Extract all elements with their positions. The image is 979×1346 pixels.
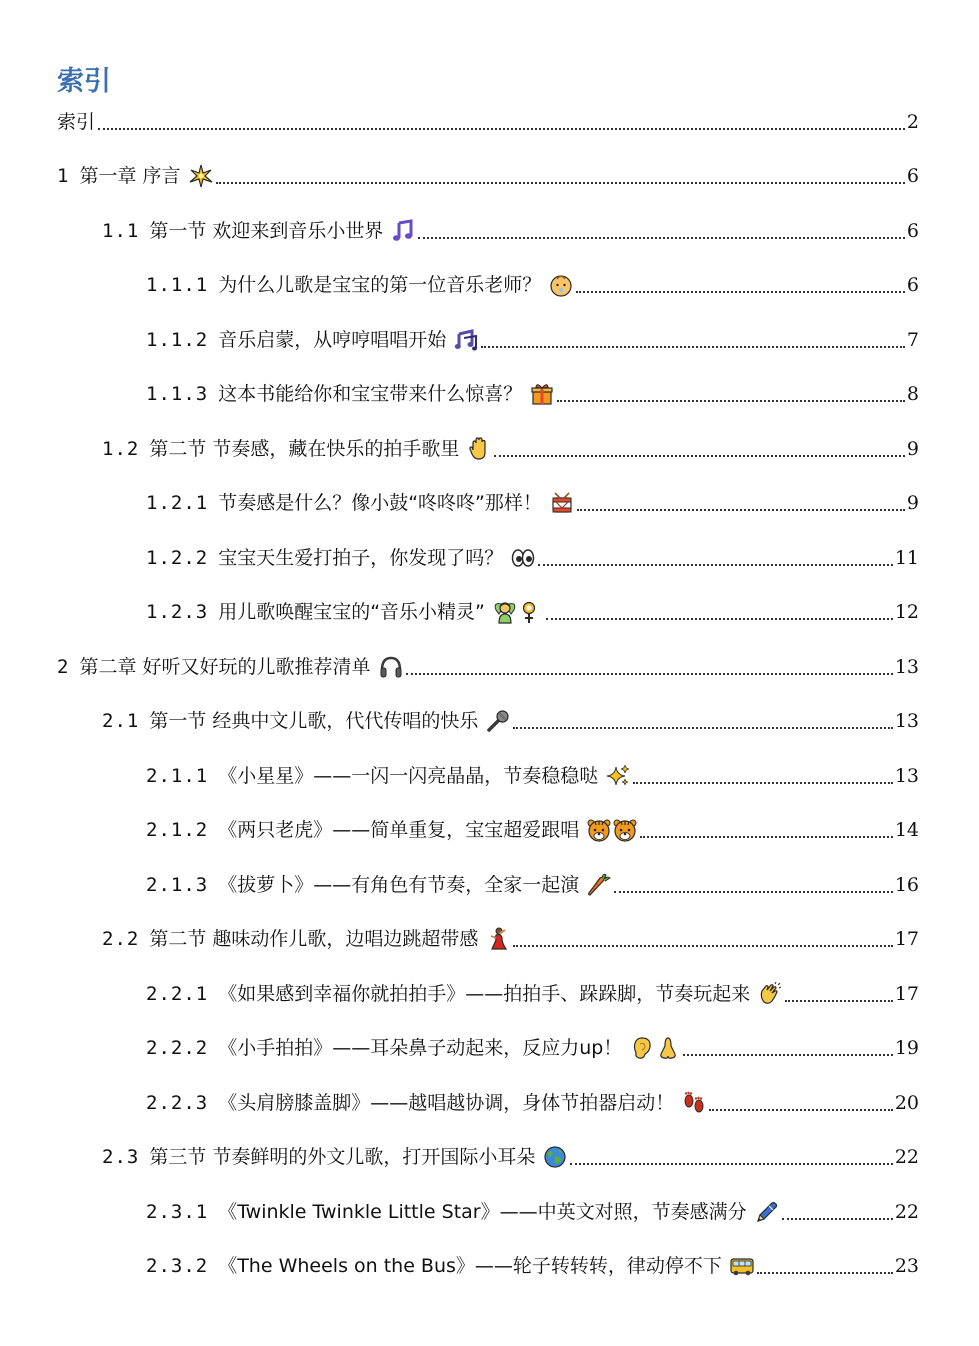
- toc-entry[interactable]: [102, 706, 919, 736]
- ear-nose-icon: [630, 1036, 680, 1060]
- toc-entry-page: 23: [894, 1255, 919, 1277]
- dot-leader: [216, 182, 905, 184]
- toc-entry[interactable]: [146, 815, 919, 845]
- toc-entry-number: 2.3.2: [146, 1255, 209, 1277]
- toc-entry-page: 7: [906, 329, 919, 351]
- toc-entry[interactable]: [102, 1142, 919, 1172]
- drum-icon: [550, 491, 574, 515]
- toc-entry-title: 《Twinkle Twinkle Little Star》——中英文对照，节奏感满分: [218, 1201, 747, 1223]
- toc-entry-number: 1.1.3: [146, 383, 209, 405]
- toc-entry-title: 用儿歌唤醒宝宝的“音乐小精灵”: [218, 601, 485, 623]
- dot-leader: [576, 291, 905, 293]
- toc-entry-number: 2: [57, 656, 70, 678]
- toc-entry[interactable]: [146, 325, 919, 355]
- dot-leader: [494, 455, 905, 457]
- dot-leader: [98, 128, 905, 130]
- toc-entry-page: 13: [894, 765, 919, 787]
- toc-entry-title: 《小星星》——一闪一闪亮晶晶，节奏稳稳哒: [218, 765, 599, 787]
- dot-leader: [481, 346, 905, 348]
- toc-entry-page: 22: [894, 1146, 919, 1168]
- footprints-icon: [682, 1091, 706, 1115]
- sparkle-star-icon: [189, 164, 213, 188]
- toc-entry[interactable]: [146, 1033, 919, 1063]
- toc-entry-page: 14: [894, 819, 919, 841]
- toc-entry-title: 音乐启蒙，从哼哼唱唱开始: [218, 329, 447, 351]
- toc-entry-number: 1.2.2: [146, 547, 209, 569]
- music-note-icon: [391, 219, 415, 243]
- crayon-icon: [755, 1200, 779, 1224]
- toc-entry-page: 6: [906, 220, 919, 242]
- toc-entry-page: 8: [906, 383, 919, 405]
- toc-entry[interactable]: [146, 1251, 919, 1281]
- toc-entry[interactable]: [146, 979, 919, 1009]
- tiger-faces-icon: [587, 818, 637, 842]
- fairy-icon: [493, 600, 543, 624]
- gift-icon: [530, 382, 554, 406]
- toc-entry[interactable]: [146, 597, 919, 627]
- toc-entry-page: 9: [906, 492, 919, 514]
- globe-icon: [543, 1145, 567, 1169]
- toc-entry-number: 1.1.1: [146, 274, 209, 296]
- toc-entry[interactable]: [57, 107, 919, 137]
- toc-entry-title: 节奏感是什么？像小鼓“咚咚咚”那样！: [218, 492, 542, 514]
- toc-entry[interactable]: [146, 1197, 919, 1227]
- toc-entry-title: 《小手拍拍》——耳朵鼻子动起来，反应力up！: [218, 1037, 623, 1059]
- toc-entry-number: 1.2.1: [146, 492, 209, 514]
- dot-leader: [757, 1272, 893, 1274]
- toc-entry-title: 《The Wheels on the Bus》——轮子转转转，律动停不下: [218, 1255, 722, 1277]
- toc-heading: 索引: [57, 66, 111, 97]
- toc-entry[interactable]: [146, 543, 919, 573]
- toc-entry-number: 2.1.2: [146, 819, 209, 841]
- toc-entry-number: 1.1: [102, 220, 140, 242]
- dot-leader: [418, 237, 905, 239]
- toc-entry-page: 6: [906, 274, 919, 296]
- toc-entry-number: 1: [57, 165, 70, 187]
- toc-entry-number: 2.1.1: [146, 765, 209, 787]
- toc-entry[interactable]: [146, 488, 919, 518]
- toc-entry-number: 2.3: [102, 1146, 140, 1168]
- toc-entry[interactable]: [102, 924, 919, 954]
- toc-entry-number: 2.3.1: [146, 1201, 209, 1223]
- toc-entry-title: 为什么儿歌是宝宝的第一位音乐老师？: [218, 274, 542, 296]
- toc-entry-title: 第二节 趣味动作儿歌，边唱边跳超带感: [149, 928, 479, 950]
- toc-entry-page: 9: [906, 438, 919, 460]
- toc-entry-number: 1.2.3: [146, 601, 209, 623]
- clapping-hands-icon: [758, 982, 782, 1006]
- eyes-icon: [511, 546, 535, 570]
- toc-entry-page: 2: [906, 111, 919, 133]
- dot-leader: [513, 727, 892, 729]
- toc-entry-number: 2.1: [102, 710, 140, 732]
- toc-entry-title: 这本书能给你和宝宝带来什么惊喜？: [218, 383, 523, 405]
- dot-leader: [557, 400, 905, 402]
- toc-entry[interactable]: [102, 216, 919, 246]
- dot-leader: [570, 1163, 892, 1165]
- toc-entry-number: 2.2.2: [146, 1037, 209, 1059]
- dot-leader: [513, 945, 892, 947]
- dot-leader: [640, 836, 893, 838]
- toc-entry-title: 《两只老虎》——简单重复，宝宝超爱跟唱: [218, 819, 580, 841]
- dot-leader: [782, 1218, 893, 1220]
- toc-entry[interactable]: [102, 434, 919, 464]
- toc-entry-page: 16: [894, 874, 919, 896]
- raised-hand-icon: [467, 437, 491, 461]
- dot-leader: [546, 618, 893, 620]
- toc-entry-title: 《如果感到幸福你就拍拍手》——拍拍手、跺跺脚，节奏玩起来: [218, 983, 751, 1005]
- toc-entry-number: 2.2: [102, 928, 140, 950]
- toc-entry-title: 《拔萝卜》——有角色有节奏，全家一起演: [218, 874, 580, 896]
- sparkles-icon: [606, 764, 630, 788]
- microphone-icon: [486, 709, 510, 733]
- dot-leader: [614, 891, 893, 893]
- toc-entry-number: 1.1.2: [146, 329, 209, 351]
- dot-leader: [538, 564, 893, 566]
- dancer-icon: [486, 927, 510, 951]
- dot-leader: [785, 1000, 893, 1002]
- toc-entry-page: 22: [894, 1201, 919, 1223]
- dot-leader: [633, 782, 893, 784]
- dot-leader: [406, 673, 893, 675]
- toc-entry-number: 2.2.1: [146, 983, 209, 1005]
- dot-leader: [577, 509, 905, 511]
- dot-leader: [683, 1054, 893, 1056]
- toc-entry[interactable]: [146, 379, 919, 409]
- toc-entry-title: 第一节 经典中文儿歌，代代传唱的快乐: [149, 710, 479, 732]
- toc-entry-number: 1.2: [102, 438, 140, 460]
- toc-entry-page: 19: [894, 1037, 919, 1059]
- toc-entry-page: 12: [894, 601, 919, 623]
- dot-leader: [709, 1109, 893, 1111]
- toc-entry-number: 2.2.3: [146, 1092, 209, 1114]
- toc-entry-title: 第三节 节奏鲜明的外文儿歌，打开国际小耳朵: [149, 1146, 536, 1168]
- toc-entry[interactable]: [146, 1088, 919, 1118]
- toc-entry-title: 第一节 欢迎来到音乐小世界: [149, 220, 384, 242]
- toc-entry-page: 17: [894, 928, 919, 950]
- toc-entry-title: 索引: [57, 111, 96, 133]
- baby-face-icon: [549, 273, 573, 297]
- carrot-icon: [587, 873, 611, 897]
- toc-entry[interactable]: [146, 270, 919, 300]
- toc-entry-page: 17: [894, 983, 919, 1005]
- toc-entry-page: 13: [894, 656, 919, 678]
- toc-entry-title: 第一章 序言: [79, 165, 181, 187]
- toc-entry-page: 6: [906, 165, 919, 187]
- toc-entry-page: 20: [894, 1092, 919, 1114]
- toc-entry[interactable]: [146, 761, 919, 791]
- toc-entry[interactable]: [57, 652, 919, 682]
- bus-icon: [730, 1254, 754, 1278]
- toc-entry-number: 2.1.3: [146, 874, 209, 896]
- toc-entry[interactable]: [57, 161, 919, 191]
- toc-entry-page: 11: [894, 547, 919, 569]
- toc-entry[interactable]: [146, 870, 919, 900]
- toc-entry-title: 《头肩膀膝盖脚》——越唱越协调，身体节拍器启动！: [218, 1092, 675, 1114]
- toc-entry-title: 宝宝天生爱打拍子，你发现了吗？: [218, 547, 504, 569]
- toc-entry-title: 第二章 好听又好玩的儿歌推荐清单: [79, 656, 371, 678]
- headphones-icon: [379, 655, 403, 679]
- toc-entry-page: 13: [894, 710, 919, 732]
- toc-entry-title: 第二节 节奏感，藏在快乐的拍手歌里: [149, 438, 460, 460]
- music-notes-icon: [454, 328, 478, 352]
